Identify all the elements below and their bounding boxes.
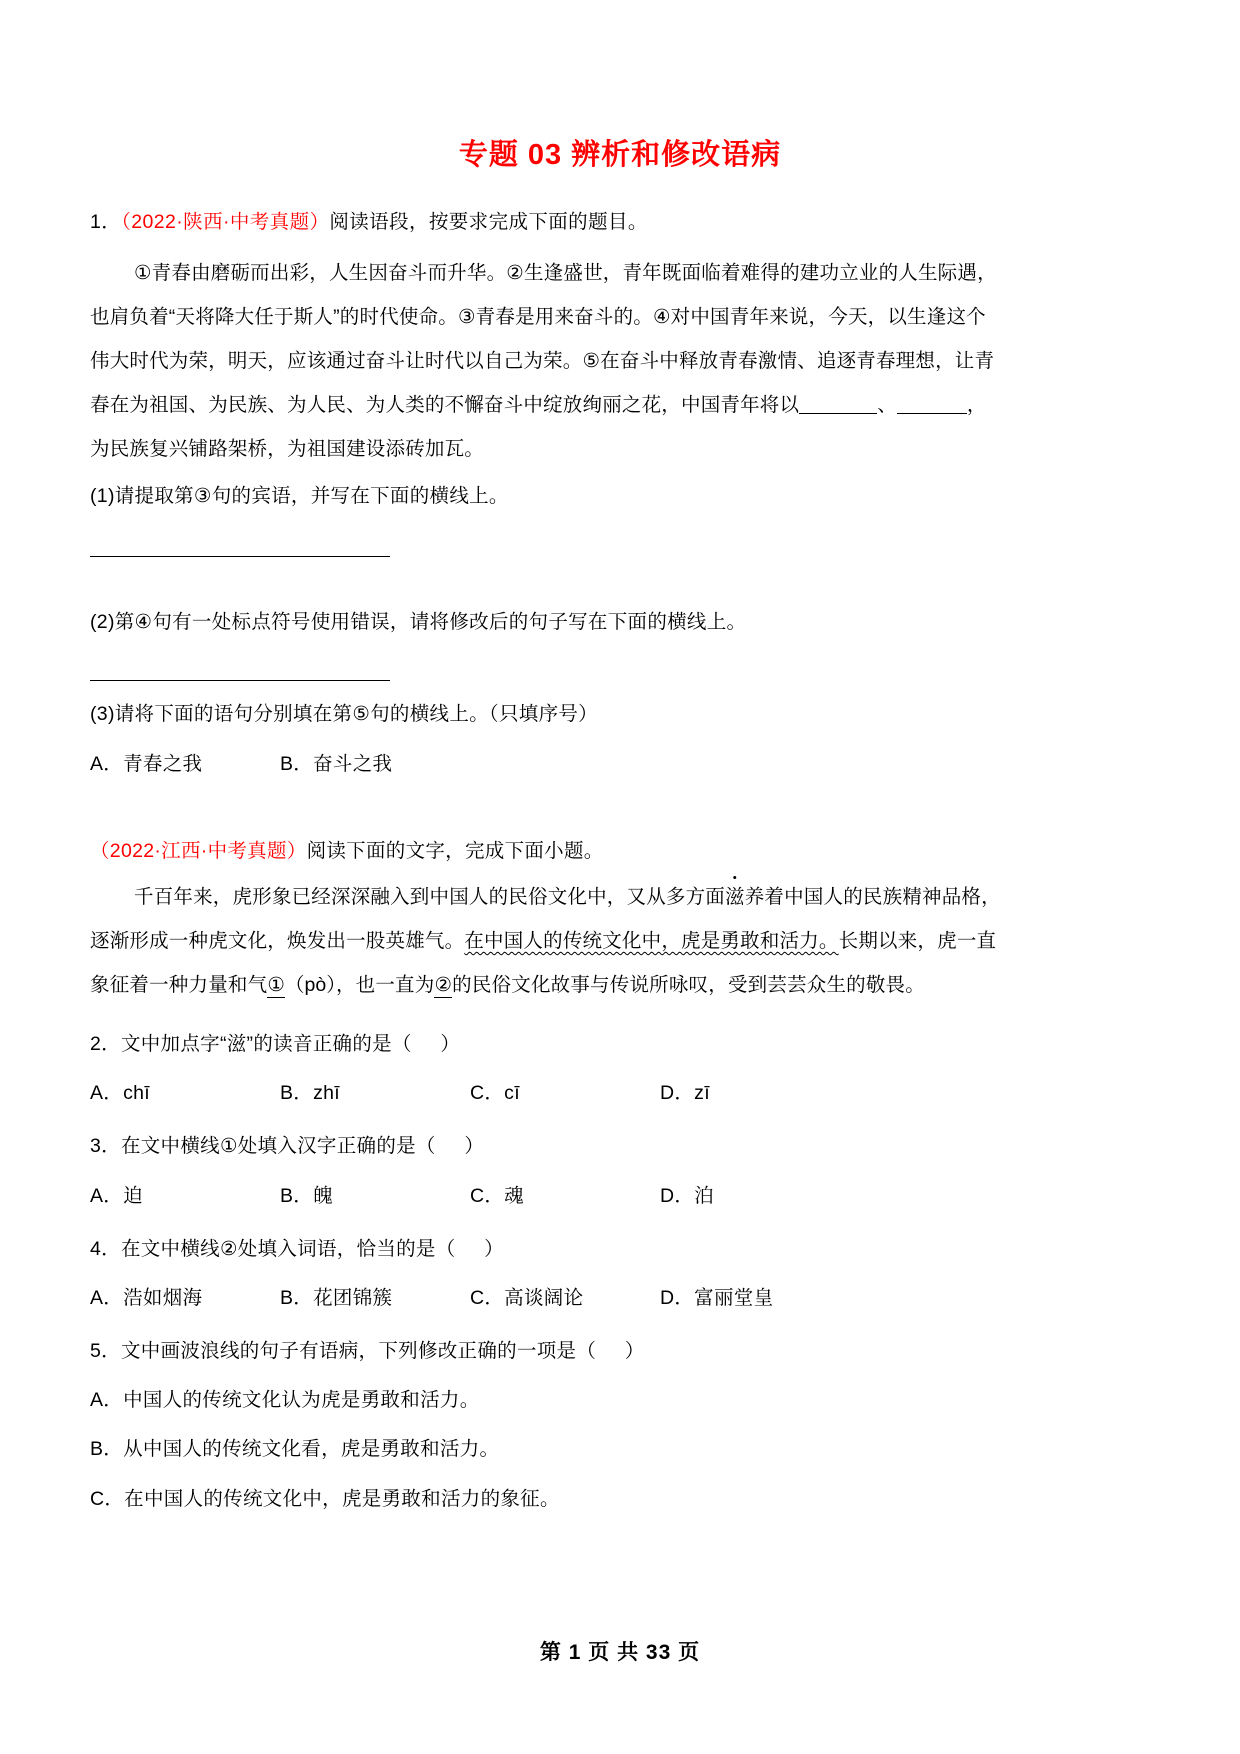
blank-separator: 、 — [877, 394, 897, 417]
option-a[interactable]: A．chī — [90, 1082, 151, 1105]
option-b[interactable]: B．魄 — [280, 1184, 333, 1207]
option-b[interactable]: B．zhī — [280, 1082, 341, 1105]
question-3-options — [90, 1181, 1150, 1212]
answer-rule-2[interactable] — [90, 680, 390, 681]
option-b[interactable]: B．花团锦簇 — [280, 1286, 393, 1309]
passage2-line-2-part-b: 长期以来，虎一直 — [838, 929, 997, 952]
option-a[interactable]: A．青春之我 — [90, 752, 203, 775]
section-spacer — [90, 780, 1150, 836]
sub-question-2: (2)第④句有一处标点符号使用错误，请将修改后的句子写在下面的横线上。 — [90, 611, 747, 634]
passage2-line-3-part-c: ，也一直为 — [335, 973, 435, 996]
question-3-stem — [90, 1131, 1150, 1162]
question-3-text: 在文中横线①处填入汉字正确的是（ — [120, 1135, 436, 1158]
emphasis-dot-char: 滋 — [725, 885, 745, 908]
passage-line: ①青春由磨砺而出彩，人生因奋斗而升华。②生逢盛世，青年既面临着难得的建功立业的人生际遇， — [134, 262, 997, 285]
passage-line — [90, 383, 1150, 427]
question-1-instruction: 阅读语段，按要求完成下面的题目。 — [329, 210, 648, 233]
passage-line: 伟大时代为荣，明天，应该通过奋斗让时代以自己为荣。⑤在奋斗中释放青春激情、追逐青春理想，让青 — [90, 350, 995, 373]
question-2-close: ） — [440, 1032, 461, 1055]
question-1-source: （2022·陕西·中考真题） — [121, 210, 330, 233]
answer-rule-1[interactable] — [90, 556, 390, 557]
option-b[interactable]: B．奋斗之我 — [280, 752, 393, 775]
option-c[interactable]: C．高谈阔论 — [470, 1286, 584, 1309]
passage2-line-3-part-d: 的民俗文化故事与传说所咏叹，受到芸芸众生的敬畏。 — [452, 973, 925, 996]
question-2-stem — [90, 1029, 1150, 1060]
page-title: 专题 03 辨析和修改语病 — [458, 139, 782, 171]
question-5-stem — [90, 1336, 1150, 1367]
question-2-options — [90, 1078, 1150, 1109]
sub-question-1: (1)请提取第③句的宾语，并写在下面的横线上。 — [90, 485, 509, 508]
question-5-text: 文中画波浪线的句子有语病，下列修改正确的一项是（ — [120, 1340, 597, 1363]
question-5-number: 5． — [90, 1340, 121, 1363]
question-5-option-c[interactable]: C．在中国人的传统文化中，虎是勇敢和活力的象征。 — [90, 1487, 560, 1510]
question-5-option-b[interactable]: B．从中国人的传统文化看，虎是勇敢和活力。 — [90, 1438, 500, 1461]
question-3-answer-slot[interactable] — [436, 1135, 465, 1157]
passage2-line-1-part-a: 千百年来，虎形象已经深深融入到中国人的民俗文化中，又从多方面 — [134, 885, 726, 908]
question-4-number: 4． — [90, 1237, 121, 1260]
question-4-answer-slot[interactable] — [456, 1238, 485, 1260]
question-3-close: ） — [464, 1135, 485, 1158]
sub-question-3: (3)请将下面的语句分别填在第⑤句的横线上。（只填序号） — [90, 703, 598, 726]
option-c[interactable]: C．魂 — [470, 1184, 524, 1207]
question-2-text: 文中加点字“滋”的读音正确的是（ — [120, 1032, 412, 1055]
page-footer: 第 1 页 共 33 页 — [539, 1641, 701, 1664]
option-c[interactable]: C．cī — [470, 1082, 520, 1105]
sub-question-3-options — [90, 749, 1150, 780]
question-4-stem — [90, 1234, 1150, 1265]
question-5-answer-slot[interactable] — [596, 1340, 625, 1362]
option-d[interactable]: D．泊 — [660, 1184, 714, 1207]
fill-blank-2[interactable] — [897, 413, 967, 414]
line-end-punct: ， — [966, 394, 987, 417]
option-d[interactable]: D．富丽堂皇 — [660, 1286, 774, 1309]
question-5-option-a[interactable]: A．中国人的传统文化认为虎是勇敢和活力。 — [90, 1389, 480, 1412]
passage-line: 为民族复兴铺路架桥，为祖国建设添砖加瓦。 — [90, 438, 485, 461]
question-4-options — [90, 1283, 1150, 1314]
option-a[interactable]: A．浩如烟海 — [90, 1286, 203, 1309]
question-5-close: ） — [624, 1340, 645, 1363]
question-1-heading — [90, 207, 1150, 237]
pinyin-hint: （pò） — [285, 973, 336, 996]
passage2-line-2-part-a: 逐渐形成一种虎文化，焕发出一股英雄气。 — [90, 929, 465, 952]
question-2-answer-slot[interactable] — [412, 1033, 441, 1055]
option-d[interactable]: D．zī — [660, 1082, 710, 1105]
question-3-number: 3． — [90, 1135, 121, 1158]
blank-marker-1: ① — [267, 973, 285, 996]
passage-line-text: 春在为祖国、为民族、为人民、为人类的不懈奋斗中绽放绚丽之花，中国青年将以 — [90, 394, 800, 417]
question-4-text: 在文中横线②处填入词语，恰当的是（ — [120, 1237, 456, 1260]
question-4-close: ） — [484, 1237, 504, 1260]
question-1-number: 1． — [90, 210, 122, 233]
wavy-underlined-sentence: 在中国人的传统文化中，虎是勇敢和活力。 — [464, 929, 839, 952]
passage2-line-1 — [90, 875, 1150, 919]
passage2-line-3-part-a: 象征着一种力量和气 — [90, 973, 268, 996]
fill-blank-1[interactable] — [799, 413, 877, 414]
passage2-line-1-part-b: 养着中国人的民族精神品格， — [744, 885, 1001, 908]
question-group-2-instruction: 阅读下面的文字，完成下面小题。 — [306, 839, 604, 862]
question-group-2-heading — [90, 836, 1150, 867]
question-2-number: 2． — [90, 1032, 121, 1055]
question-group-2-source: （2022·江西·中考真题） — [90, 839, 307, 862]
passage-line: 也肩负着“天将降大任于斯人”的时代使命。③青春是用来奋斗的。④对中国青年来说，今天，以生逢这个 — [90, 306, 986, 329]
passage2-line-3 — [90, 963, 1150, 1007]
passage2-line-2 — [90, 919, 1150, 963]
option-a[interactable]: A．迫 — [90, 1184, 143, 1207]
blank-marker-2: ② — [434, 973, 453, 996]
